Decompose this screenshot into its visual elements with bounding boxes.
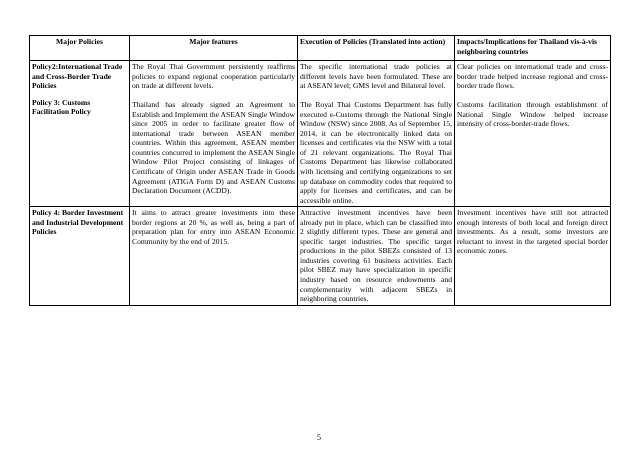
table-row [30, 61, 611, 207]
header-execution: Execution of Policies (Translated into action) [298, 36, 455, 61]
header-major-features: Major features [130, 36, 298, 61]
header-major-policies: Major Policies [30, 36, 130, 61]
features-cell [130, 61, 298, 207]
policy-2-label: Policy2:International Trade and Cross-Border Trade Policies [32, 62, 123, 91]
execution-policy-4: Attractive investment incentives have been already put in place, which can be classified into 2 slightly different types. These are general and specific target industries. The specific target productions in the pilot SBEZs consisted of 13 industries covering 61 business activities. Each pilot SBEZ may have specialization in specific industry based on resource endowments and complementarity with adjacent SBEZs in neighboring countries. [298, 207, 455, 305]
impacts-cell [455, 61, 611, 207]
execution-policy-3: The Royal Thai Customs Department has fully executed e-Customs through the National Single Window (NSW) since 2008. As of September 15, 2014, it can be electronically linked data on licenses and certificates via the NSW with a total of 21 relevant organizations. The Royal Thai Customs Department has likewise collaborated with licensing and certifying organizations to set up database on commodity codes that required to apply for licenses and certificates, and can be accessible online. [300, 100, 452, 205]
impacts-policy-3: Customs facilitation through establishment of National Single Window helped increase intensity of cross-border-trade flows. [457, 100, 608, 129]
page-number: 5 [317, 433, 321, 442]
features-policy-2: The Royal Thai Government persistently reaffirms policies to expand regional cooperation particularly on trade at different levels. [132, 62, 295, 91]
table-row [30, 207, 611, 305]
execution-policy-2: The specific international trade policies at different levels have been formulated. These are at ASEAN level; GMS level and Bilateral level. [300, 62, 452, 91]
policy-3-label: Policy 3: Customs Facilitation Policy [32, 97, 91, 117]
policy-cell [30, 61, 130, 207]
table-header-row [30, 36, 611, 61]
impacts-policy-4: Investment incentives have still not attracted enough interests of both local and foreign direct investments. As a result, some investors are reluctant to invest in the targeted special border economic zones. [455, 207, 611, 305]
policy-table [29, 35, 611, 306]
execution-cell [298, 61, 455, 207]
features-policy-3: Thailand has already signed an Agreement to Establish and Implement the ASEAN Single Window since 2005 in order to facilitate greater flow of international trade between ASEAN member countries. Within this agreement, ASEAN member countries concurred to implement the ASEAN Single Window Pilot Project consisting of linkages of Certificate of Origin under ASEAN Trade in Goods Agreement (ATIGA Form D) and ASEAN Customs Declaration Document (ACDD). [132, 100, 295, 196]
impacts-policy-2: Clear policies on international trade and cross-border trade helped increase regional and cross-border trade flows. [457, 62, 608, 91]
header-impacts: Impacts/Implications for Thailand vis-à-vis neighboring countries [455, 36, 611, 61]
features-policy-4: It aims to attract greater investments into these border regions at 20 %, as well as, being a part of preparation plan for entry into ASEAN Economic Community by the end of 2015. [130, 207, 298, 305]
policy-4-label: Policy 4: Border Investment and Industrial Development Policies [30, 207, 130, 305]
